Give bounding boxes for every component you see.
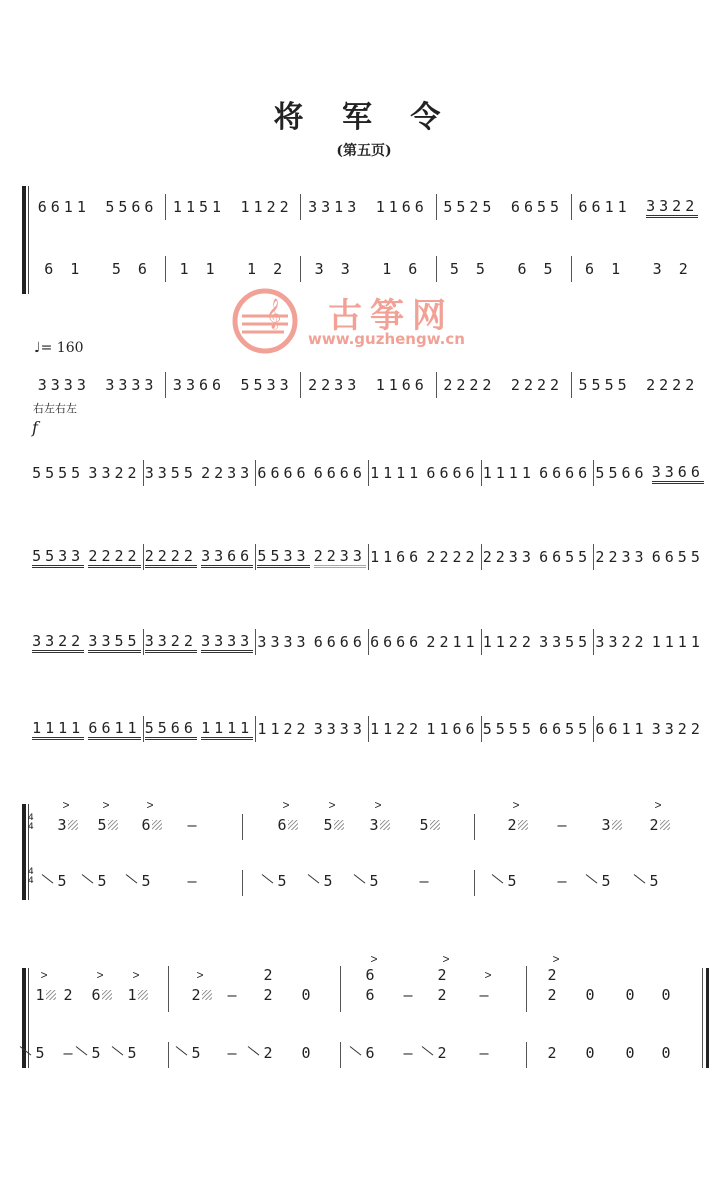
note: 2 <box>547 1044 557 1062</box>
barline <box>242 814 243 840</box>
accent-icon: > <box>552 952 560 966</box>
note-group: 2222 <box>88 547 140 568</box>
note-group: 1166 <box>426 720 479 738</box>
line-5 <box>30 714 706 744</box>
measure <box>143 627 256 657</box>
note-group: 6666 <box>313 633 366 651</box>
measure <box>368 458 481 488</box>
accent-icon: > <box>62 798 70 812</box>
watermark-chinese: 古筝网 <box>328 296 454 336</box>
tremolo-icon <box>138 990 148 1000</box>
timesig-lower: 4 4 <box>28 867 34 886</box>
note-group: 1 6 <box>382 260 422 278</box>
accent-icon: > <box>374 798 382 812</box>
note: 2 <box>263 1044 273 1062</box>
note: 3 <box>601 816 611 834</box>
note-group: 6611 <box>37 198 90 216</box>
note-group: 3313 <box>308 198 361 216</box>
measure <box>143 542 256 572</box>
note-group: 2233 <box>308 376 361 394</box>
final-barline-thin <box>702 968 703 1068</box>
measure <box>30 542 143 572</box>
watermark-logo-icon <box>232 288 298 354</box>
accent-icon: > <box>40 968 48 982</box>
note: 3 <box>57 816 67 834</box>
accent-icon: > <box>442 952 450 966</box>
note-group: 6666 <box>426 464 479 482</box>
note-group: 6666 <box>539 464 592 482</box>
line-1 <box>30 370 706 400</box>
note-group: 3355 <box>539 633 592 651</box>
measure <box>143 714 256 744</box>
note: 0 <box>585 986 595 1004</box>
measure <box>30 714 143 744</box>
note-group: 1166 <box>375 376 428 394</box>
note-group: 3366 <box>652 463 704 484</box>
svg-text:𝄞: 𝄞 <box>266 299 282 329</box>
note-group: 3333 <box>37 376 90 394</box>
note: 2 <box>263 986 273 1004</box>
barline <box>526 966 527 1012</box>
accent-icon: > <box>96 968 104 982</box>
tremolo-icon <box>68 820 78 830</box>
measure <box>481 542 594 572</box>
note-group: 6655 <box>510 198 564 216</box>
note: 5 <box>191 1044 201 1062</box>
staff-upper <box>0 952 728 1012</box>
tremolo-icon <box>660 820 670 830</box>
tremolo-icon <box>334 820 344 830</box>
note: – <box>419 872 429 890</box>
measure <box>593 458 706 488</box>
dynamic-marking: f <box>32 418 38 437</box>
note: 6 <box>277 816 287 834</box>
note-group: 1122 <box>482 633 535 651</box>
note: 0 <box>625 986 635 1004</box>
measure <box>165 192 300 222</box>
note: 2 <box>649 816 659 834</box>
note-group: 3322 <box>145 632 197 653</box>
measure <box>255 458 368 488</box>
note: 0 <box>301 1044 311 1062</box>
note: – <box>187 816 197 834</box>
note-group: 1111 <box>32 719 84 740</box>
note: 5 <box>601 872 611 890</box>
measure <box>30 370 165 400</box>
barline <box>526 1042 527 1068</box>
note: 5 <box>97 816 107 834</box>
line-2 <box>30 458 706 488</box>
note: 0 <box>661 986 671 1004</box>
measure <box>165 370 300 400</box>
note: 0 <box>661 1044 671 1062</box>
measure <box>300 192 435 222</box>
note: 5 <box>649 872 659 890</box>
note-group: 3322 <box>651 720 704 738</box>
accent-icon: > <box>196 968 204 982</box>
final-barline <box>706 968 709 1068</box>
measure <box>571 370 706 400</box>
note-group: 3355 <box>144 464 197 482</box>
note: 5 <box>127 1044 137 1062</box>
note-group: 3 2 <box>652 260 692 278</box>
note-group: 6 5 <box>517 260 557 278</box>
measure <box>300 370 435 400</box>
measure <box>255 542 368 572</box>
note-group: 6611 <box>578 198 631 216</box>
measure <box>368 714 481 744</box>
note-group: 1122 <box>240 198 293 216</box>
note: 6 <box>91 986 101 1004</box>
measure <box>255 714 368 744</box>
stacked-note: 6 <box>365 966 375 984</box>
note-group: 5 6 <box>111 260 151 278</box>
note-group: 5566 <box>595 464 648 482</box>
note: 5 <box>419 816 429 834</box>
measure <box>368 627 481 657</box>
note: – <box>403 1044 413 1062</box>
measure <box>571 192 706 222</box>
line-4 <box>30 627 706 657</box>
stacked-note: 2 <box>437 966 447 984</box>
barline <box>168 1042 169 1068</box>
measure <box>436 370 571 400</box>
tremolo-icon <box>288 820 298 830</box>
barline <box>168 966 169 1012</box>
measure <box>368 542 481 572</box>
note-group: 1166 <box>375 198 428 216</box>
note: 6 <box>141 816 151 834</box>
note: 5 <box>507 872 517 890</box>
note-group: 2222 <box>145 547 197 568</box>
note-group: 2233 <box>201 464 254 482</box>
note-group: 3 3 <box>314 260 354 278</box>
note-group: 2222 <box>510 376 564 394</box>
barline <box>340 966 341 1012</box>
note-group: 1122 <box>370 720 423 738</box>
note-group: 6666 <box>257 464 310 482</box>
note-group: 1111 <box>370 464 423 482</box>
note-group: 1151 <box>172 198 226 216</box>
timesig-upper: 4 4 <box>28 813 34 832</box>
tremolo-icon <box>108 820 118 830</box>
note: 2 <box>547 986 557 1004</box>
measure <box>593 542 706 572</box>
accent-icon: > <box>328 798 336 812</box>
measure <box>255 627 368 657</box>
note-group: 1111 <box>201 719 253 740</box>
note: 5 <box>277 872 287 890</box>
tremolo-icon <box>380 820 390 830</box>
note: 2 <box>63 986 73 1004</box>
tremolo-icon <box>612 820 622 830</box>
note-group: 5533 <box>32 547 84 568</box>
note-group: 3322 <box>646 197 698 218</box>
accent-icon: > <box>282 798 290 812</box>
note: 6 <box>365 986 375 1004</box>
watermark <box>232 288 502 354</box>
note-group: 5555 <box>578 376 631 394</box>
accent-icon: > <box>512 798 520 812</box>
page-title: 将 军 令 <box>273 100 455 135</box>
note: – <box>63 1044 73 1062</box>
note-group: 5555 <box>32 464 85 482</box>
barline <box>340 1042 341 1068</box>
note-group: 6 1 <box>44 260 84 278</box>
note-group: 6666 <box>370 633 423 651</box>
note-group: 6655 <box>539 548 592 566</box>
note-group: 5555 <box>482 720 535 738</box>
measure <box>593 714 706 744</box>
note-group: 5525 <box>443 198 496 216</box>
note: 0 <box>625 1044 635 1062</box>
note-group: 3333 <box>201 632 253 653</box>
staff-upper <box>0 798 728 842</box>
note-group: 3333 <box>105 376 158 394</box>
tremolo-icon <box>202 990 212 1000</box>
note-group: 2222 <box>646 376 699 394</box>
note-group: 5566 <box>145 719 197 740</box>
tremolo-icon <box>518 820 528 830</box>
note-group: 3366 <box>172 376 226 394</box>
tempo-marking: ♩= 160 <box>34 340 84 356</box>
barline <box>474 814 475 840</box>
measure <box>571 254 706 284</box>
note: – <box>557 872 567 890</box>
note: 5 <box>35 1044 45 1062</box>
note-group: 5566 <box>105 198 158 216</box>
note: 5 <box>57 872 67 890</box>
note-group: 3322 <box>595 633 648 651</box>
watermark-url: www.guzhengw.cn <box>308 330 465 348</box>
note-group: 3322 <box>88 464 141 482</box>
note: 6 <box>365 1044 375 1062</box>
note-group: 5533 <box>257 547 309 568</box>
note-group: 3355 <box>88 632 140 653</box>
system-bracket <box>22 186 29 294</box>
note: 2 <box>437 1044 447 1062</box>
note-group: 2233 <box>482 548 535 566</box>
note-group: 5 5 <box>449 260 489 278</box>
note-group: 1111 <box>482 464 535 482</box>
note: 5 <box>141 872 151 890</box>
note-group: 6666 <box>313 464 366 482</box>
note-group: 6655 <box>651 548 704 566</box>
note: 1 <box>35 986 45 1004</box>
staff-lower <box>0 1040 728 1070</box>
note-group: 3322 <box>32 632 84 653</box>
note-group: 2222 <box>426 548 479 566</box>
note: 1 <box>127 986 137 1004</box>
measure <box>165 254 300 284</box>
measure <box>593 627 706 657</box>
measure <box>481 714 594 744</box>
note-group: 5533 <box>240 376 293 394</box>
tremolo-icon <box>152 820 162 830</box>
note: – <box>227 986 237 1004</box>
note: 0 <box>301 986 311 1004</box>
measure <box>300 254 435 284</box>
note-group: 6 1 <box>585 260 625 278</box>
note: 5 <box>323 816 333 834</box>
staff-upper <box>30 192 706 222</box>
note: – <box>479 1044 489 1062</box>
note-group: 3333 <box>257 633 310 651</box>
accent-icon: > <box>370 952 378 966</box>
note: 2 <box>437 986 447 1004</box>
tremolo-icon <box>102 990 112 1000</box>
stacked-note: 2 <box>547 966 557 984</box>
measure <box>30 192 165 222</box>
note-group: 6655 <box>539 720 592 738</box>
note: – <box>557 816 567 834</box>
note: 5 <box>91 1044 101 1062</box>
page-subtitle: (第五页) <box>336 143 392 159</box>
note: 5 <box>369 872 379 890</box>
barline <box>242 870 243 896</box>
note-group: 6611 <box>595 720 648 738</box>
note-group: 2233 <box>314 547 366 568</box>
note: 2 <box>507 816 517 834</box>
measure <box>481 458 594 488</box>
accent-icon: > <box>132 968 140 982</box>
note: – <box>403 986 413 1004</box>
stacked-note: 2 <box>263 966 273 984</box>
note-group: 1111 <box>651 633 704 651</box>
note-group: 1166 <box>370 548 423 566</box>
tremolo-icon <box>46 990 56 1000</box>
tremolo-icon <box>430 820 440 830</box>
accent-icon: > <box>102 798 110 812</box>
measure <box>436 192 571 222</box>
measure <box>30 254 165 284</box>
note: – <box>227 1044 237 1062</box>
note-group: 1 1 <box>179 260 219 278</box>
barline <box>474 870 475 896</box>
note: 2 <box>191 986 201 1004</box>
note-group: 1 2 <box>247 260 287 278</box>
accent-icon: > <box>654 798 662 812</box>
staff-lower <box>0 868 728 898</box>
note-group: 3333 <box>313 720 366 738</box>
measure <box>436 254 571 284</box>
note-group: 2222 <box>443 376 496 394</box>
note-group: 2233 <box>595 548 648 566</box>
line-3 <box>30 542 706 572</box>
measure <box>143 458 256 488</box>
accent-icon: > <box>146 798 154 812</box>
note-group: 3366 <box>201 547 253 568</box>
accent-icon: > <box>484 968 492 982</box>
note: – <box>187 872 197 890</box>
note: – <box>479 986 489 1004</box>
measure <box>481 627 594 657</box>
note-group: 1122 <box>257 720 310 738</box>
note: 5 <box>97 872 107 890</box>
fingering-label: 右左右左 <box>33 402 77 415</box>
note: 5 <box>323 872 333 890</box>
measure <box>30 458 143 488</box>
measure <box>30 627 143 657</box>
note-group: 2211 <box>426 633 479 651</box>
note-group: 6611 <box>88 719 140 740</box>
note: 0 <box>585 1044 595 1062</box>
staff-lower <box>30 254 706 284</box>
note: 3 <box>369 816 379 834</box>
